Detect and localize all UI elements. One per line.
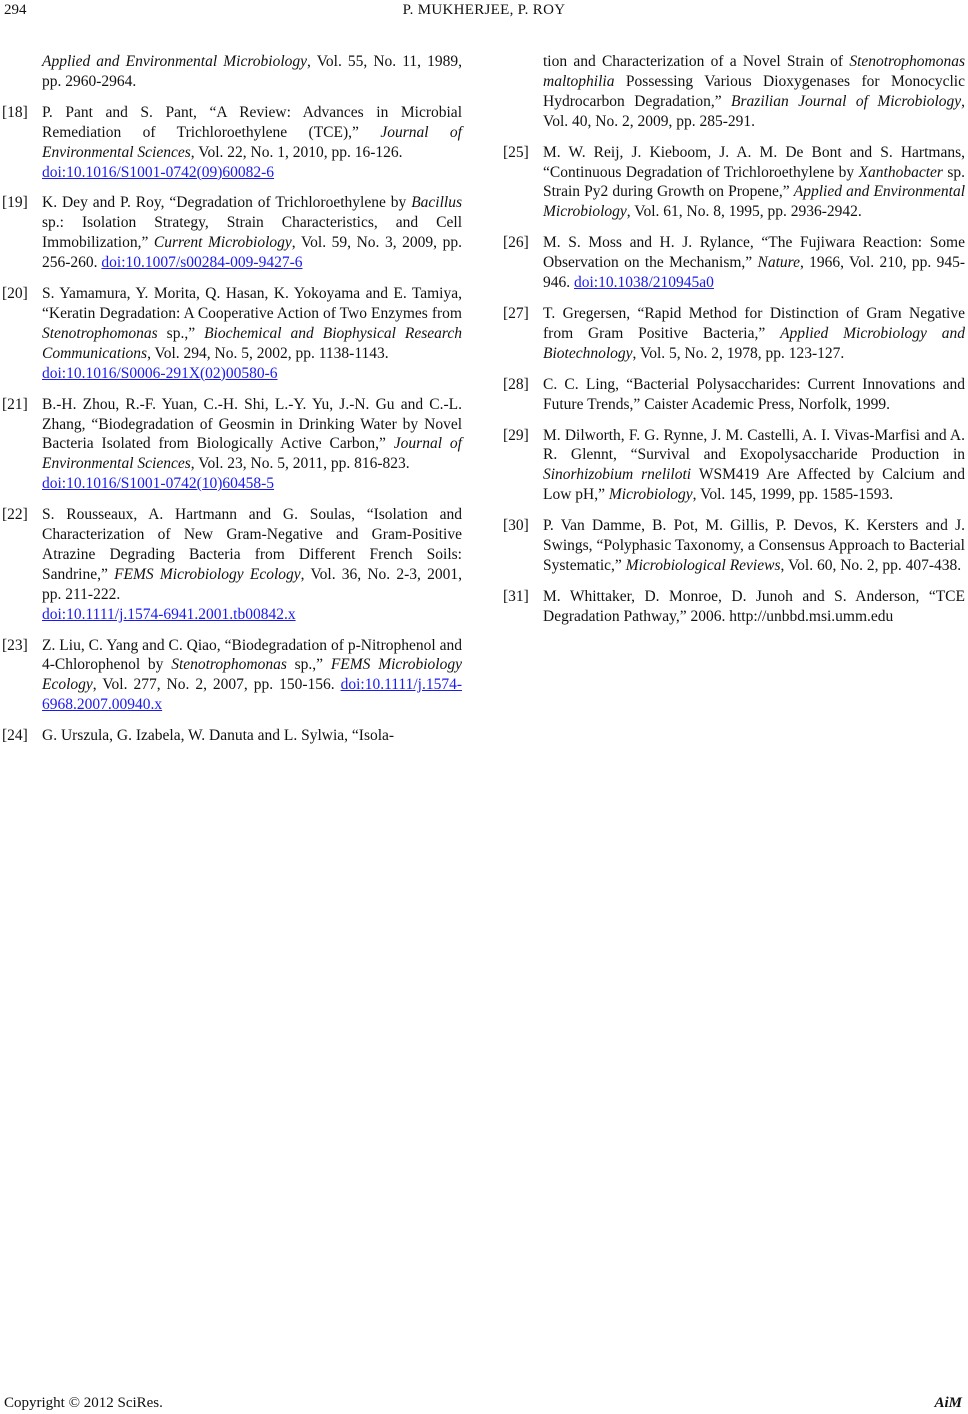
reference-29 <box>503 426 965 506</box>
citation-text: P. Van Damme, B. Pot, M. Gillis, P. Devos, K. Kersters and J. Swings, “Polyphasic Taxonomy, a Consensus Approach to Bacterial Systematic,” <box>543 517 965 574</box>
reference-continuation <box>543 52 965 132</box>
reference-20 <box>2 284 462 384</box>
genus-name: Bacillus <box>411 194 462 212</box>
journal-name: Microbiological Reviews <box>625 556 781 574</box>
journal-name: Journal of Environmental Sciences <box>42 435 462 473</box>
citation-text: , Vol. 55, No. 11, 1989, pp. 2960-2964. <box>42 53 462 90</box>
reference-19 <box>2 193 462 273</box>
genus-name: Xanthobacter <box>858 163 943 181</box>
reference-24 <box>2 726 462 746</box>
citation-text: , Vol. 23, No. 5, 2011, pp. 816-823. <box>190 455 410 473</box>
genus-name: Stenotrophomonas <box>171 656 287 674</box>
reference-number: [28] <box>503 375 529 393</box>
citation-text: , Vol. 61, No. 8, 1995, pp. 2936-2942. <box>626 203 862 221</box>
citation-text: sp.,” <box>157 324 205 342</box>
journal-name: FEMS Microbiology Ecology <box>42 656 462 694</box>
journal-name: Applied Microbiology and Biotechnology <box>543 324 965 362</box>
citation-text: , Vol. 145, 1999, pp. 1585-1593. <box>692 486 894 504</box>
citation-text: WSM419 Are Affected by Calcium and Low pH,” <box>543 466 966 504</box>
citation-text: sp. Strain Py2 during Growth on Propene,” <box>543 163 965 201</box>
species-name: Sinorhizobium rneliloti <box>543 466 692 484</box>
reference-31 <box>503 587 965 627</box>
journal-name: Applied and Environmental Microbiology <box>42 53 308 70</box>
doi-link[interactable]: doi:10.1016/S1001-0742(09)60082-6 <box>42 163 275 181</box>
citation-text: , Vol. 294, No. 5, 2002, pp. 1138-1143. <box>147 344 389 362</box>
journal-name: Microbiology <box>608 486 693 504</box>
citation-text: tion and Characterization of a Novel Strain of <box>543 53 850 70</box>
doi-link[interactable]: doi:10.1016/S0006-291X(02)00580-6 <box>42 364 278 382</box>
reference-18 <box>2 103 462 183</box>
journal-abbreviation: AiM <box>934 1395 962 1411</box>
citation-text: C. C. Ling, “Bacterial Polysaccharides: Current Innovations and Future Trends,” Caister Academic Press, Norfolk, 1999. <box>543 375 965 413</box>
citation-text: S. Rousseaux, A. Hartmann and G. Soulas, “Isolation and Characterization of New Gram-Negative and Gram-Positive Atrazine Degrading Bacteria from Different French Soils: Sandrine,” <box>42 506 462 583</box>
citation-text: , Vol. 277, No. 2, 2007, pp. 150-156. <box>92 676 341 694</box>
journal-name: Nature <box>757 254 800 272</box>
citation-text: Z. Liu, C. Yang and C. Qiao, “Biodegradation of p-Nitrophenol and 4-Chlorophenol by <box>42 636 462 674</box>
reference-21 <box>2 395 462 495</box>
journal-name: Applied and Environmental Microbiology <box>543 183 965 221</box>
citation-text: , Vol. 59, No. 3, 2009, pp. 256-260. <box>42 234 462 272</box>
reference-number: [24] <box>2 727 28 745</box>
references-right-column <box>503 52 965 638</box>
doi-link[interactable]: doi:10.1111/j.1574-6968.2007.00940.x <box>42 676 462 714</box>
reference-30 <box>503 516 965 576</box>
citation-text: Possessing Various Dioxygenases for Monocyclic Hydrocarbon Degradation,” <box>543 72 965 110</box>
citation-text: K. Dey and P. Roy, “Degradation of Trichloroethylene by <box>42 194 412 212</box>
citation-text: sp.: Isolation Strategy, Strain Characteristics, and Cell Immobilization,” <box>42 214 462 252</box>
reference-26 <box>503 233 965 293</box>
citation-text: G. Urszula, G. Izabela, W. Danuta and L. Sylwia, “Isola- <box>42 727 395 745</box>
reference-22 <box>2 505 462 624</box>
reference-25 <box>503 143 965 223</box>
reference-number: [22] <box>2 506 28 524</box>
citation-text: M. Whittaker, D. Monroe, D. Junoh and S. Anderson, “TCE Degradation Pathway,” 2006. http://unbbd.msi.umm.edu <box>543 587 965 625</box>
citation-text: M. W. Reij, J. Kieboom, J. A. M. De Bont and S. Hartmans, “Continuous Degradation of Trichloroethylene by <box>543 143 965 181</box>
doi-link[interactable]: doi:10.1016/S1001-0742(10)60458-5 <box>42 475 275 493</box>
citation-text: S. Yamamura, Y. Morita, Q. Hasan, K. Yokoyama and E. Tamiya, “Keratin Degradation: A Cooperative Action of Two Enzymes from <box>42 285 462 322</box>
page-number: 294 <box>4 2 27 18</box>
journal-name: FEMS Microbiology Ecology <box>114 565 301 583</box>
genus-name: Stenotrophomonas <box>42 324 158 342</box>
journal-name: Biochemical and Biophysical Research Communications <box>42 324 462 362</box>
citation-text: M. S. Moss and H. J. Rylance, “The Fujiwara Reaction: Some Observation on the Mechanism,” <box>543 234 965 272</box>
running-title: P. MUKHERJEE, P. ROY <box>402 2 566 18</box>
reference-number: [20] <box>2 285 28 303</box>
citation-text: , Vol. 5, No. 2, 1978, pp. 123-127. <box>632 344 845 362</box>
citation-text: B.-H. Zhou, R.-F. Yuan, C.-H. Shi, L.-Y. Yu, J.-N. Gu and C.-L. Zhang, “Biodegradation of Geosmin in Drinking Water by Novel Bacteria Isolated from Biologically Active Carbon,” <box>42 395 462 453</box>
citation-text: T. Gregersen, “Rapid Method for Distinction of Gram Negative from Gram Positive Bacteria,” <box>543 304 965 342</box>
citation-text: , Vol. 36, No. 2-3, 2001, pp. 211-222. <box>42 565 462 603</box>
reference-number: [21] <box>2 395 28 413</box>
doi-link[interactable]: doi:10.1007/s00284-009-9427-6 <box>101 254 303 272</box>
reference-27 <box>503 304 965 364</box>
reference-number: [25] <box>503 143 529 161</box>
species-name: Stenotrophomonas maltophilia <box>543 53 965 90</box>
references-left-column <box>2 52 462 757</box>
citation-text: , Vol. 60, No. 2, pp. 407-438. <box>780 556 962 574</box>
reference-number: [19] <box>2 194 28 212</box>
copyright-notice: Copyright © 2012 SciRes. <box>4 1395 163 1411</box>
citation-text: , Vol. 40, No. 2, 2009, pp. 285-291. <box>543 92 966 130</box>
reference-28 <box>503 375 965 415</box>
doi-link[interactable]: doi:10.1038/210945a0 <box>574 274 714 292</box>
reference-number: [23] <box>2 636 28 654</box>
reference-number: [31] <box>503 587 529 605</box>
journal-name: Current Microbiology <box>153 234 292 252</box>
reference-number: [18] <box>2 103 28 121</box>
reference-23 <box>2 636 462 716</box>
reference-number: [29] <box>503 426 529 444</box>
citation-text: M. Dilworth, F. G. Rynne, J. M. Castelli, A. I. Vivas-Marfisi and A. R. Glennt, “Survival and Exopolysaccharide Production in <box>543 426 965 464</box>
reference-continuation <box>42 52 462 92</box>
citation-text: sp.,” <box>286 656 331 674</box>
citation-text: , 1966, Vol. 210, pp. 945-946. <box>543 254 965 292</box>
doi-link[interactable]: doi:10.1111/j.1574-6941.2001.tb00842.x <box>42 605 296 623</box>
citation-text: , Vol. 22, No. 1, 2010, pp. 16-126. <box>190 143 403 161</box>
reference-number: [30] <box>503 517 529 535</box>
journal-name: Journal of Environmental Sciences <box>42 123 462 161</box>
reference-number: [26] <box>503 234 529 252</box>
reference-number: [27] <box>503 304 529 322</box>
citation-text: P. Pant and S. Pant, “A Review: Advances in Microbial Remediation of Trichloroethylene (TCE),” <box>42 103 462 141</box>
journal-name: Brazilian Journal of Microbiology <box>731 92 962 110</box>
